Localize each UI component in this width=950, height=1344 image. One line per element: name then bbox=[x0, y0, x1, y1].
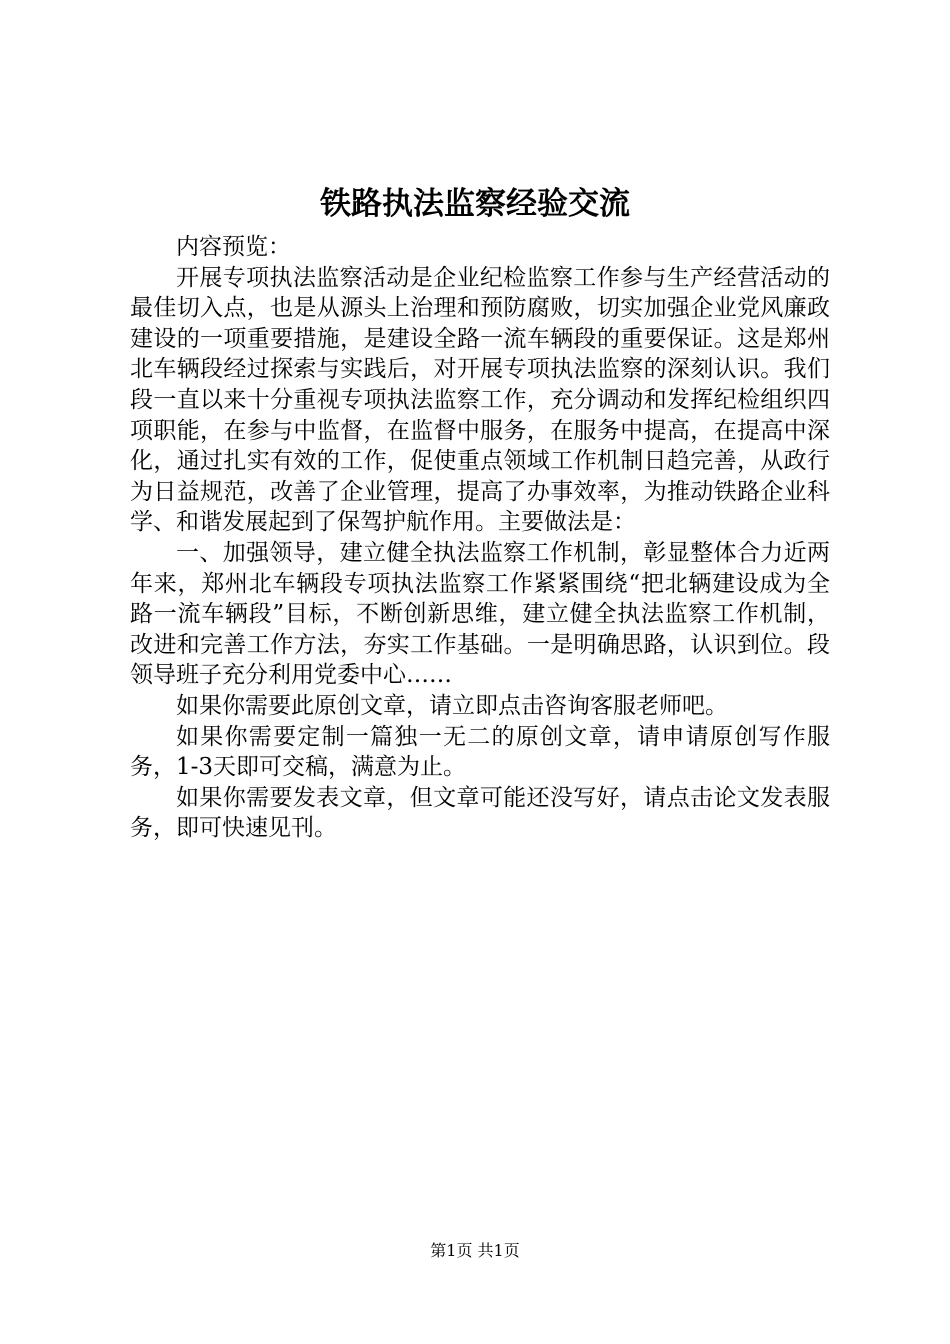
body-paragraph: 开展专项执法监察活动是企业纪检监察工作参与生产经营活动的最佳切入点，也是从源头上治理和预防腐败，切实加强企业党风廉政建设的一项重要措施，是建设全路一流车辆段的重要保证。这是郑州北车辆段经过探索与实践后，对开展专项执法监察的深刻认识。我们段一直以来十分重视专项执法监察工作，充分调动和发挥纪检组织四项职能，在参与中监督，在监督中服务，在服务中提高，在提高中深化，通过扎实有效的工作，促使重点领域工作机制日趋完善，从政行为日益规范，改善了企业管理，提高了办事效率，为推动铁路企业科学、和谐发展起到了保驾护航作用。主要做法是： bbox=[130, 264, 830, 536]
page-footer: 第1页 共1页 bbox=[430, 1241, 520, 1260]
service-note-paragraph: 如果你需要此原创文章，请立即点击咨询客服老师吧。 bbox=[176, 692, 728, 719]
body-paragraph: 一、加强领导，建立健全执法监察工作机制，彰显整体合力近两年来，郑州北车辆段专项执法监察工作紧紧围绕“把北辆建设成为全路一流车辆段”目标，不断创新思维，建立健全执法监察工作机制，改进和完善工作方法，夯实工作基础。一是明确思路，认识到位。段领导班子充分利用党委中心…… bbox=[130, 539, 830, 689]
service-note-paragraph: 如果你需要定制一篇独一无二的原创文章，请申请原创写作服务，1-3天即可交稿，满意为止。 bbox=[130, 723, 830, 781]
service-note-paragraph: 如果你需要发表文章，但文章可能还没写好，请点击论文发表服务，即可快速见刊。 bbox=[130, 784, 830, 842]
preview-label: 内容预览： bbox=[176, 234, 291, 260]
document-title: 铁路执法监察经验交流 bbox=[320, 186, 630, 222]
document-body bbox=[130, 232, 830, 844]
